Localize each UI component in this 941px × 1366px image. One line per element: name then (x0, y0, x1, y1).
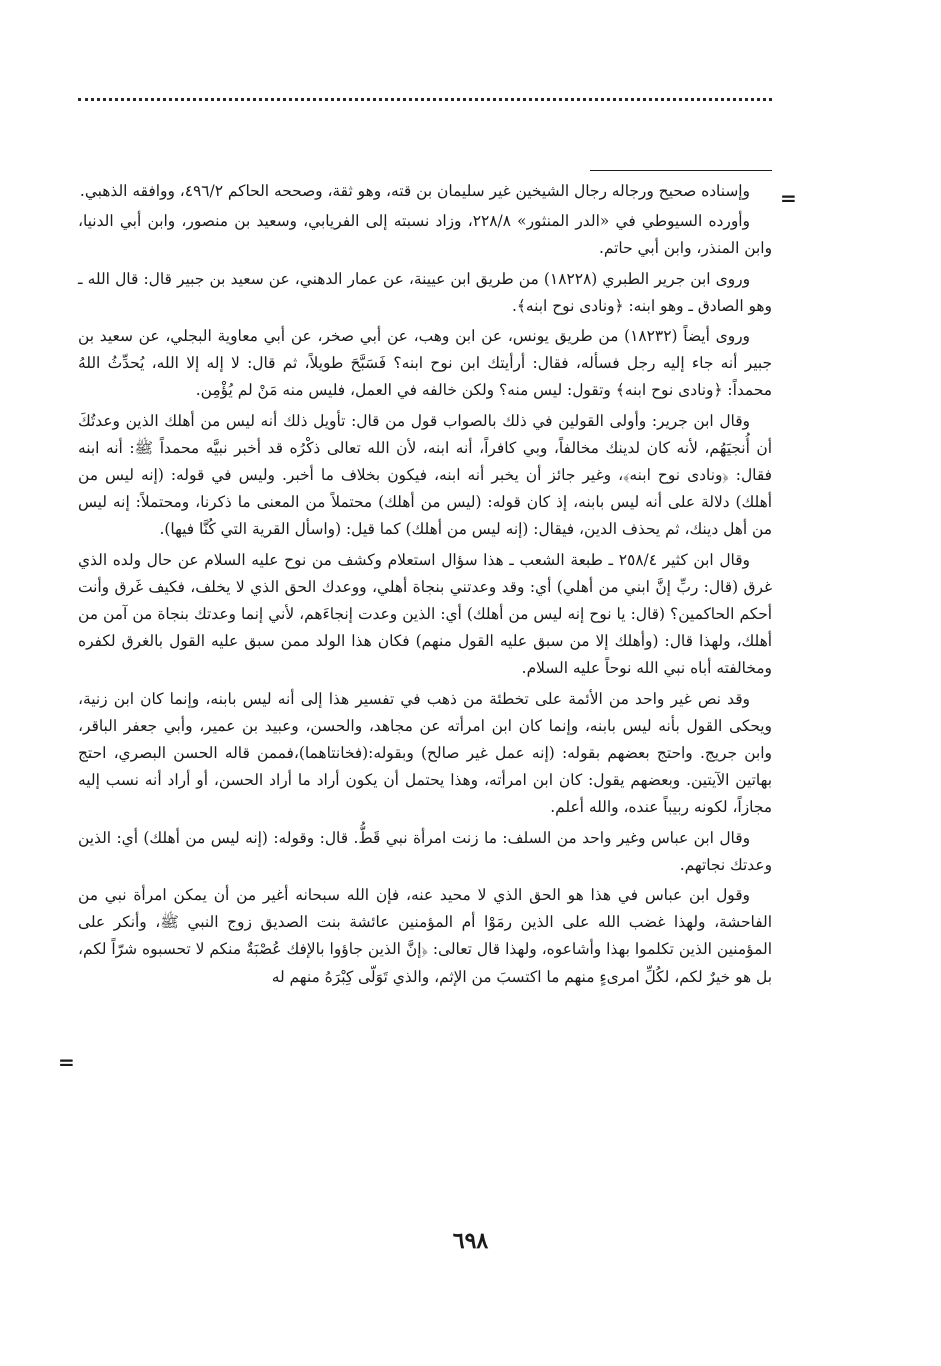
top-dotted-separator (78, 98, 772, 101)
footnote-rule (590, 170, 772, 171)
footnote-paragraph: وقال ابن عباس وغير واحد من السلف: ما زنت امرأة نبي قَطُّ. قال: وقوله: (إنه ليس من أهلك) أي: الذين وعدتك نجاتهم. (78, 828, 772, 874)
footnote-text (78, 178, 772, 994)
footnote-paragraph: وقد نص غير واحد من الأئمة على تخطئة من ذهب في تفسير هذا إلى أنه ليس بابنه، وإنما كان ابن زنية، ويحكى القول بأنه ليس بابنه، وإنما كان ابن امرأته عن مجاهد، والحسن، وعبيد بن عمير، وأبي جعفر الباقر، وابن جريج. واحتج بعضهم بقوله: (إنه عمل غير صالح) وبقوله:(فخانتاهما)،فممن قاله الحسن البصري، احتج بهاتين الآيتين. وبعضهم يقول: كان ابن امرأته، وهذا يحتمل أن يكون أراد ما أراد الحسن، أو أراد أنه نسب إليه مجازاً، لكونه ربيباً عنده، والله أعلم. (78, 689, 772, 817)
continuation-mark-top: = (780, 186, 797, 210)
footnote-paragraph: وأورده السيوطي في «الدر المنثور» ٢٢٨/٨، وزاد نسبته إلى الفريابي، وسعيد بن منصور، وابن أبي الدنيا، وابن المنذر، وابن أبي حاتم. (78, 212, 772, 258)
footnote-paragraph: وقال ابن كثير ٢٥٨/٤ ـ طبعة الشعب ـ هذا سؤال استعلام وكشف من نوح عليه السلام عن حال ولده الذي غرق (قال: ربِّ إنَّ ابني من أهلي) أي: وقد وعدتني بنجاة أهلي، ووعدك الحق الذي لا يخلف، فكيف غَرق وأنت أحكم الحاكمين؟ (قال: يا نوح إنه ليس من أهلك) أي: الذين وعدت إنجاءَهم، لأني إنما وعدتك بنجاة من آمن من أهلك، ولهذا قال: (وأهلك إلا من سبق عليه القول منهم) فكان هذا الولد ممن سبق عليه القول بالغرق لكفره ومخالفته أباه نبي الله نوحاً عليه السلام. (78, 550, 772, 678)
footnote-paragraph: وروى أيضاً (١٨٢٣٢) من طريق يونس، عن ابن وهب، عن أبي صخر، عن أبي معاوية البجلي، عن سعيد بن جبير أنه جاء إليه رجل فسأله، فقال: أرأيتك ابن نوح ابنه؟ فَسَبَّحَ طويلاً، ثم قال: لا إله إلا الله، يُحدِّثُ اللهُ محمداً: ﴿ونادى نوح ابنه﴾ وتقول: ليس منه؟ ولكن خالفه في العمل، فليس منه مَنْ لم يُؤْمِن. (78, 327, 772, 400)
footnote-paragraph: وروى ابن جرير الطبري (١٨٢٢٨) من طريق ابن عيينة، عن عمار الدهني، عن سعيد بن جبير قال: قال الله ـ وهو الصادق ـ وهو ابنه: ﴿ونادى نوح ابنه﴾. (78, 269, 772, 315)
continuation-mark-bottom: = (58, 1050, 75, 1074)
footnote-paragraph: وإسناده صحيح ورجاله رجال الشيخين غير سليمان بن قته، وهو ثقة، وصححه الحاكم ٤٩٦/٢، ووافقه الذهبي. (79, 182, 750, 200)
page-number: ٦٩٨ (452, 1228, 489, 1254)
footnote-paragraph: وقول ابن عباس في هذا هو الحق الذي لا محيد عنه، فإن الله سبحانه أغير من أن يمكن امرأة نبي من الفاحشة، ولهذا غضب الله على الذين رمَوْا أم المؤمنين عائشة بنت الصديق زوج النبي ﷺ، وأنكر على المؤمنين الذين تكلموا بهذا وأشاعوه، ولهذا قال تعالى: ﴿إنَّ الذين جاؤوا بالإفك عُصْبَةٌ منكم لا تحسبوه شرّاً لكم، بل هو خيرٌ لكم، لكُلِّ امرىءٍ منهم ما اكتسبَ من الإثم، والذي تَوَلّى كِبْرَهُ منهم له (78, 886, 772, 986)
footnote-paragraph: وقال ابن جرير: وأولى القولين في ذلك بالصواب قول من قال: تأويل ذلك أنه ليس من أهلك الذين وعدتُكَ أن أُنجيَهُم، لأنه كان لدينك مخالفاً، وبي كافراً، أنه ابنه، لأن الله تعالى ذكْرُه قد أخبر نبيَّه محمداً ﷺ: أنه ابنه فقال: ﴿ونادى نوح ابنه﴾، وغير جائز أن يخبر أنه ابنه، فيكون بخلاف ما أخبر. وليس في قوله: (إنه ليس من أهلك) دلالة على أنه ليس بابنه، إذ كان قوله: (ليس من أهلك) محتملاً من المعنى ما ذكرنا، ومحتملاً: إنه ليس من أهل دينك، ثم يحذف الدين، فيقال: (إنه ليس من أهلك) كما قيل: (واسأل القرية التي كُنَّا فيها). (78, 411, 772, 539)
